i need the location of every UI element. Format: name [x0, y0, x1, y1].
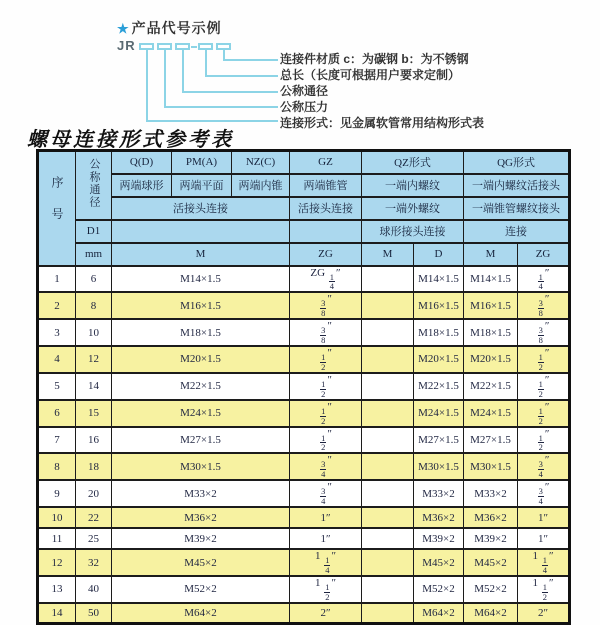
cell-qz_d: M24×1.5	[414, 400, 464, 427]
cell-qg_m: M64×2	[464, 603, 518, 624]
header-qz-desc2: 一端外螺纹	[362, 197, 464, 220]
cell-dn: 12	[76, 346, 112, 373]
connector-line	[205, 50, 207, 76]
cell-qg_zg: 1 $\frac{1}{4}$ ″	[518, 549, 570, 576]
connector-line	[146, 120, 278, 122]
table-row	[38, 292, 570, 319]
cell-dn: 14	[76, 373, 112, 400]
cell-seq: 9	[38, 480, 76, 507]
cell-m: M18×1.5	[112, 319, 290, 346]
header-d: D	[414, 243, 464, 266]
cell-m: M24×1.5	[112, 400, 290, 427]
cell-gz: ZG $\frac{1}{4}$ ″	[290, 266, 362, 293]
cell-m: M16×1.5	[112, 292, 290, 319]
diagram-title	[117, 18, 222, 38]
cell-seq: 6	[38, 400, 76, 427]
label-pressure: 公称压力	[280, 100, 329, 114]
table-row	[38, 576, 570, 603]
cell-qg_zg: $\frac{3}{8}$ ″	[518, 292, 570, 319]
table-row	[38, 373, 570, 400]
cell-m: M64×2	[112, 603, 290, 624]
connector-line	[182, 50, 184, 92]
cell-dn: 16	[76, 427, 112, 454]
cell-m: M33×2	[112, 480, 290, 507]
star-icon: ★	[117, 21, 130, 36]
table-row	[38, 266, 570, 293]
cell-dn: 20	[76, 480, 112, 507]
cell-m: M36×2	[112, 507, 290, 528]
cell-gz: 1″	[290, 507, 362, 528]
cell-qz_m	[362, 427, 414, 454]
cell-seq: 13	[38, 576, 76, 603]
cell-qg_m: M39×2	[464, 528, 518, 549]
cell-qz_m	[362, 576, 414, 603]
header-q-desc: 两端球形	[112, 174, 172, 197]
cell-dn: 18	[76, 453, 112, 480]
header-d1: D1	[76, 220, 112, 243]
header-zg1: ZG	[290, 243, 362, 266]
header-q: Q(D)	[112, 151, 172, 174]
cell-qg_m: M18×1.5	[464, 319, 518, 346]
header-m1: M	[112, 243, 290, 266]
cell-qg_m: M52×2	[464, 576, 518, 603]
header-qg: QG形式	[464, 151, 570, 174]
header-zg2: ZG	[518, 243, 570, 266]
cell-qg_zg: 1″	[518, 528, 570, 549]
header-union-conn: 活接头连接	[112, 197, 290, 220]
cell-qg_m: M36×2	[464, 507, 518, 528]
connector-line	[164, 106, 278, 108]
cell-qg_zg: 1″	[518, 507, 570, 528]
cell-seq: 7	[38, 427, 76, 454]
code-box-5	[216, 43, 231, 50]
code-box-2	[157, 43, 172, 50]
cell-qz_d: M16×1.5	[414, 292, 464, 319]
cell-qz_m	[362, 346, 414, 373]
cell-qg_zg: $\frac{1}{4}$ ″	[518, 266, 570, 293]
table-row	[38, 528, 570, 549]
header-qg-conn: 连接	[464, 220, 570, 243]
cell-m: M30×1.5	[112, 453, 290, 480]
cell-seq: 10	[38, 507, 76, 528]
cell-qg_m: M24×1.5	[464, 400, 518, 427]
cell-gz: 1″	[290, 528, 362, 549]
table-title: 螺母连接形式参考表	[27, 127, 234, 151]
cell-qg_zg: 1 $\frac{1}{2}$ ″	[518, 576, 570, 603]
cell-qg_zg: 2″	[518, 603, 570, 624]
cell-qz_d: M33×2	[414, 480, 464, 507]
table-body	[38, 266, 570, 624]
cell-qg_zg: $\frac{3}{4}$ ″	[518, 480, 570, 507]
cell-gz: $\frac{1}{2}$ ″	[290, 373, 362, 400]
table-row	[38, 319, 570, 346]
cell-qg_zg: $\frac{1}{2}$ ″	[518, 346, 570, 373]
cell-qg_zg: $\frac{1}{2}$ ″	[518, 373, 570, 400]
cell-gz: $\frac{3}{8}$ ″	[290, 292, 362, 319]
cell-qz_m	[362, 453, 414, 480]
cell-qz_m	[362, 507, 414, 528]
header-gz: GZ	[290, 151, 362, 174]
cell-qg_zg: $\frac{1}{2}$ ″	[518, 400, 570, 427]
cell-seq: 4	[38, 346, 76, 373]
cell-seq: 12	[38, 549, 76, 576]
table-row	[38, 507, 570, 528]
header-qg-desc2: 一端锥管螺纹接头	[464, 197, 570, 220]
connector-line	[164, 50, 166, 107]
code-prefix: JR	[117, 38, 136, 53]
cell-dn: 25	[76, 528, 112, 549]
cell-qz_m	[362, 319, 414, 346]
table-row	[38, 549, 570, 576]
header-mm: mm	[76, 243, 112, 266]
cell-qg_m: M45×2	[464, 549, 518, 576]
header-qz: QZ形式	[362, 151, 464, 174]
cell-m: M52×2	[112, 576, 290, 603]
cell-m: M45×2	[112, 549, 290, 576]
header-gz-desc: 两端锥管	[290, 174, 362, 197]
cell-qz_m	[362, 373, 414, 400]
cell-seq: 2	[38, 292, 76, 319]
cell-dn: 10	[76, 319, 112, 346]
cell-qg_m: M20×1.5	[464, 346, 518, 373]
cell-gz: $\frac{1}{2}$ ″	[290, 346, 362, 373]
header-qz-conn: 球形接头连接	[362, 220, 464, 243]
cell-qz_m	[362, 603, 414, 624]
cell-qz_m	[362, 292, 414, 319]
cell-qz_d: M45×2	[414, 549, 464, 576]
cell-qz_m	[362, 480, 414, 507]
cell-gz: $\frac{3}{4}$ ″	[290, 453, 362, 480]
cell-qg_m: M14×1.5	[464, 266, 518, 293]
cell-qz_m	[362, 549, 414, 576]
nut-connection-reference-table	[36, 149, 571, 625]
header-nz-desc: 两端内锥	[232, 174, 290, 197]
cell-qz_d: M22×1.5	[414, 373, 464, 400]
cell-m: M39×2	[112, 528, 290, 549]
cell-qz_d: M27×1.5	[414, 427, 464, 454]
cell-seq: 8	[38, 453, 76, 480]
header-qg-desc1: 一端内螺纹活接头	[464, 174, 570, 197]
cell-m: M14×1.5	[112, 266, 290, 293]
connector-line	[223, 59, 278, 61]
cell-gz: $\frac{1}{2}$ ″	[290, 400, 362, 427]
table-row	[38, 480, 570, 507]
table-row	[38, 400, 570, 427]
cell-seq: 1	[38, 266, 76, 293]
header-nz: NZ(C)	[232, 151, 290, 174]
table-row	[38, 346, 570, 373]
cell-gz: $\frac{1}{2}$ ″	[290, 427, 362, 454]
cell-qg_m: M27×1.5	[464, 427, 518, 454]
cell-dn: 50	[76, 603, 112, 624]
cell-qz_d: M52×2	[414, 576, 464, 603]
cell-qg_zg: $\frac{3}{8}$ ″	[518, 319, 570, 346]
cell-qg_m: M30×1.5	[464, 453, 518, 480]
code-box-1	[139, 43, 154, 50]
cell-qz_m	[362, 528, 414, 549]
cell-qg_m: M33×2	[464, 480, 518, 507]
label-material: 连接件材质 c：为碳钢 b：为不锈钢	[280, 52, 469, 66]
cell-seq: 11	[38, 528, 76, 549]
cell-qz_d: M14×1.5	[414, 266, 464, 293]
cell-qz_d: M20×1.5	[414, 346, 464, 373]
header-m3: M	[464, 243, 518, 266]
cell-qz_d: M30×1.5	[414, 453, 464, 480]
cell-gz: 1 $\frac{1}{4}$ ″	[290, 549, 362, 576]
cell-m: M20×1.5	[112, 346, 290, 373]
label-conn-form: 连接形式：见金属软管常用结构形式表	[280, 116, 485, 130]
cell-dn: 15	[76, 400, 112, 427]
cell-seq: 5	[38, 373, 76, 400]
connector-line	[146, 50, 148, 121]
header-gz-conn: 活接头连接	[290, 197, 362, 220]
header-pm-desc: 两端平面	[172, 174, 232, 197]
cell-qz_m	[362, 266, 414, 293]
cell-gz: 2″	[290, 603, 362, 624]
diagram-title-text: 产品代号示例	[131, 20, 222, 36]
code-labels	[280, 52, 484, 132]
header-qz-desc1: 一端内螺纹	[362, 174, 464, 197]
cell-m: M27×1.5	[112, 427, 290, 454]
table-header	[38, 151, 570, 266]
table-row	[38, 603, 570, 624]
cell-qg_m: M16×1.5	[464, 292, 518, 319]
connector-line	[205, 75, 278, 77]
cell-dn: 8	[76, 292, 112, 319]
cell-qz_m	[362, 400, 414, 427]
header-dn: 公称通径	[76, 151, 112, 220]
label-diameter: 公称通径	[280, 84, 329, 98]
header-m2: M	[362, 243, 414, 266]
cell-qg_zg: $\frac{3}{4}$ ″	[518, 453, 570, 480]
code-box-3	[175, 43, 190, 50]
cell-dn: 40	[76, 576, 112, 603]
table-row	[38, 453, 570, 480]
cell-gz: 1 $\frac{1}{2}$ ″	[290, 576, 362, 603]
cell-dn: 22	[76, 507, 112, 528]
header-seq: 序号	[38, 151, 76, 266]
table-row	[38, 427, 570, 454]
header-blank-gz	[290, 220, 362, 243]
cell-qz_d: M39×2	[414, 528, 464, 549]
cell-qz_d: M64×2	[414, 603, 464, 624]
cell-seq: 14	[38, 603, 76, 624]
cell-gz: $\frac{3}{8}$ ″	[290, 319, 362, 346]
code-box-4	[198, 43, 213, 50]
cell-qg_zg: $\frac{1}{2}$ ″	[518, 427, 570, 454]
header-pm: PM(A)	[172, 151, 232, 174]
cell-dn: 6	[76, 266, 112, 293]
cell-gz: $\frac{3}{4}$ ″	[290, 480, 362, 507]
cell-qz_d: M36×2	[414, 507, 464, 528]
cell-qg_m: M22×1.5	[464, 373, 518, 400]
connector-line	[182, 91, 278, 93]
cell-qz_d: M18×1.5	[414, 319, 464, 346]
cell-dn: 32	[76, 549, 112, 576]
label-length: 总长（长度可根据用户要求定制）	[280, 68, 461, 82]
cell-m: M22×1.5	[112, 373, 290, 400]
cell-seq: 3	[38, 319, 76, 346]
code-dash	[191, 46, 197, 48]
header-blank-left	[112, 220, 290, 243]
